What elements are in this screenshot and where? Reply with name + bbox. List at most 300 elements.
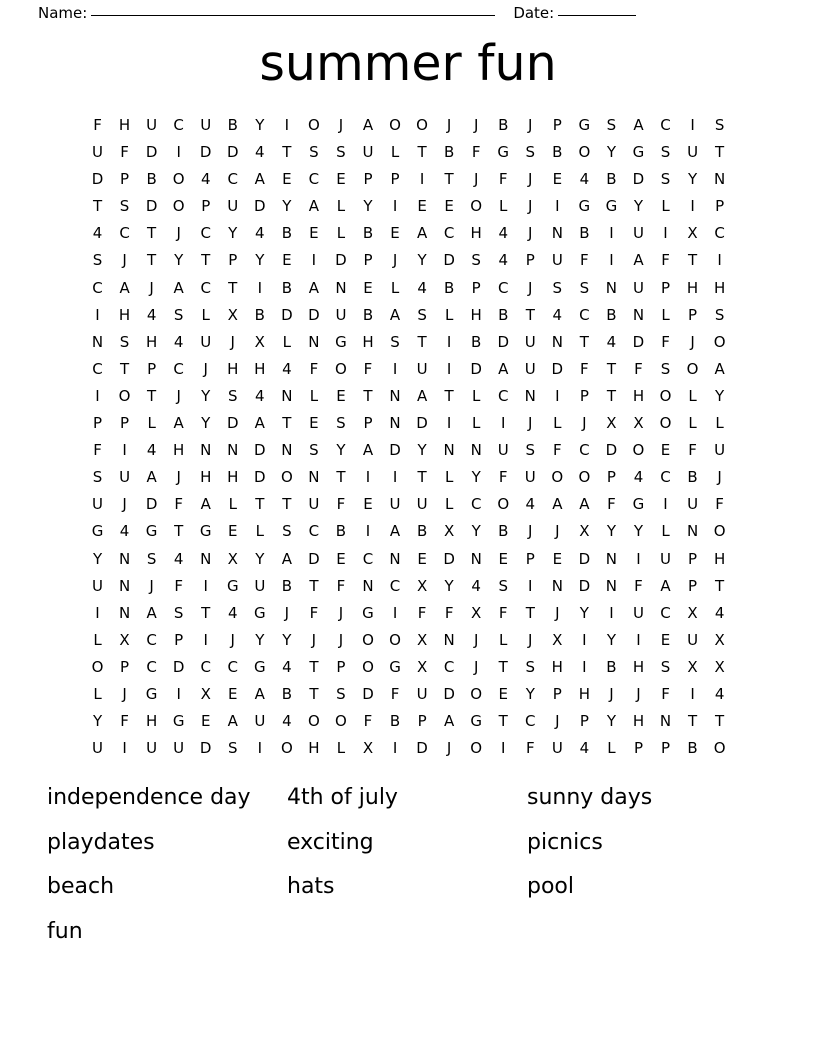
grid-cell[interactable]: S bbox=[417, 305, 427, 324]
grid-cell[interactable]: O bbox=[632, 441, 645, 460]
grid-cell[interactable]: J bbox=[582, 414, 587, 433]
grid-cell[interactable]: S bbox=[309, 143, 319, 162]
grid-cell[interactable]: A bbox=[308, 278, 320, 297]
grid-cell[interactable]: T bbox=[363, 386, 373, 405]
grid-cell[interactable]: I bbox=[365, 468, 371, 487]
grid-cell[interactable]: N bbox=[335, 278, 347, 297]
grid-cell[interactable]: L bbox=[444, 305, 454, 324]
grid-cell[interactable]: C bbox=[200, 224, 211, 243]
grid-cell[interactable]: S bbox=[579, 278, 590, 297]
grid-cell[interactable]: L bbox=[499, 630, 508, 649]
grid-cell[interactable]: F bbox=[336, 495, 346, 514]
grid-cell[interactable]: T bbox=[282, 495, 292, 514]
grid-cell[interactable]: J bbox=[338, 630, 344, 649]
grid-cell[interactable]: O bbox=[686, 359, 699, 378]
grid-cell[interactable]: T bbox=[282, 414, 292, 433]
grid-cell[interactable]: T bbox=[201, 251, 211, 270]
grid-cell[interactable]: S bbox=[714, 116, 725, 134]
grid-cell[interactable]: N bbox=[632, 305, 645, 324]
grid-cell[interactable]: Y bbox=[201, 386, 211, 405]
grid-cell[interactable]: I bbox=[122, 441, 127, 460]
grid-cell[interactable]: J bbox=[230, 630, 235, 649]
grid-cell[interactable]: H bbox=[200, 468, 212, 487]
grid-cell[interactable]: H bbox=[145, 332, 158, 351]
grid-cell[interactable]: O bbox=[335, 712, 347, 731]
word-list-item[interactable]: sunny days bbox=[527, 785, 653, 810]
grid-cell[interactable]: J bbox=[149, 576, 154, 595]
grid-cell[interactable]: J bbox=[122, 495, 127, 514]
grid-cell[interactable]: L bbox=[661, 522, 670, 541]
grid-cell[interactable]: H bbox=[145, 712, 158, 731]
grid-cell[interactable]: E bbox=[390, 224, 400, 243]
grid-cell[interactable]: G bbox=[91, 522, 104, 541]
grid-cell[interactable]: H bbox=[632, 712, 645, 731]
grid-cell[interactable]: X bbox=[254, 332, 265, 351]
grid-cell[interactable]: A bbox=[444, 712, 455, 731]
grid-cell[interactable]: N bbox=[605, 576, 618, 595]
grid-cell[interactable]: B bbox=[498, 522, 509, 541]
grid-cell[interactable]: A bbox=[362, 116, 374, 134]
grid-cell[interactable]: G bbox=[253, 603, 266, 622]
word-list-item[interactable]: playdates bbox=[47, 829, 155, 855]
grid-cell[interactable]: H bbox=[308, 739, 320, 758]
grid-cell[interactable]: U bbox=[308, 495, 320, 514]
grid-cell[interactable]: U bbox=[551, 251, 563, 270]
grid-cell[interactable]: U bbox=[92, 495, 104, 514]
grid-cell[interactable]: Y bbox=[606, 522, 616, 541]
grid-cell[interactable]: 4 bbox=[633, 468, 644, 487]
grid-cell[interactable]: N bbox=[443, 441, 455, 460]
grid-cell[interactable]: A bbox=[254, 170, 265, 189]
grid-cell[interactable]: C bbox=[362, 549, 374, 568]
grid-cell[interactable]: O bbox=[470, 739, 483, 758]
grid-cell[interactable]: X bbox=[443, 522, 455, 541]
grid-cell[interactable]: O bbox=[659, 414, 672, 433]
grid-cell[interactable]: D bbox=[416, 739, 428, 758]
grid-cell[interactable]: 4 bbox=[579, 170, 590, 189]
grid-cell[interactable]: N bbox=[686, 522, 699, 541]
grid-cell[interactable]: I bbox=[365, 522, 371, 541]
grid-cell[interactable]: D bbox=[335, 251, 347, 270]
grid-cell[interactable]: O bbox=[578, 468, 591, 487]
grid-cell[interactable]: T bbox=[147, 386, 157, 405]
grid-cell[interactable]: B bbox=[227, 116, 238, 134]
grid-cell[interactable]: N bbox=[524, 386, 536, 405]
grid-cell[interactable]: E bbox=[552, 549, 563, 568]
grid-cell[interactable]: H bbox=[470, 224, 482, 243]
grid-cell[interactable]: C bbox=[525, 712, 536, 731]
grid-cell[interactable]: H bbox=[118, 305, 131, 324]
grid-cell[interactable]: D bbox=[443, 251, 455, 270]
grid-cell[interactable]: F bbox=[93, 116, 102, 134]
grid-cell[interactable]: O bbox=[470, 197, 483, 216]
grid-cell[interactable]: U bbox=[362, 143, 374, 162]
grid-cell[interactable]: F bbox=[363, 712, 373, 731]
grid-cell[interactable]: J bbox=[338, 116, 344, 134]
grid-cell[interactable]: O bbox=[362, 630, 374, 649]
grid-cell[interactable]: S bbox=[714, 305, 725, 324]
grid-cell[interactable]: L bbox=[93, 684, 102, 703]
grid-cell[interactable]: Y bbox=[201, 414, 211, 433]
grid-cell[interactable]: G bbox=[578, 197, 591, 216]
grid-cell[interactable]: P bbox=[579, 386, 589, 405]
grid-cell[interactable]: X bbox=[687, 603, 698, 622]
grid-cell[interactable]: N bbox=[389, 549, 401, 568]
grid-cell[interactable]: P bbox=[174, 630, 184, 649]
grid-cell[interactable]: P bbox=[363, 414, 373, 433]
grid-cell[interactable]: O bbox=[470, 684, 483, 703]
grid-cell[interactable]: P bbox=[552, 684, 562, 703]
grid-cell[interactable]: T bbox=[417, 332, 427, 351]
grid-cell[interactable]: J bbox=[473, 170, 479, 189]
grid-cell[interactable]: 4 bbox=[173, 332, 184, 351]
grid-cell[interactable]: O bbox=[280, 468, 293, 487]
grid-cell[interactable]: J bbox=[528, 630, 533, 649]
grid-cell[interactable]: Y bbox=[255, 116, 265, 134]
grid-cell[interactable]: P bbox=[471, 278, 481, 297]
grid-cell[interactable]: A bbox=[254, 414, 265, 433]
grid-cell[interactable]: J bbox=[528, 224, 533, 243]
grid-cell[interactable]: C bbox=[92, 278, 103, 297]
grid-cell[interactable]: I bbox=[609, 251, 614, 270]
grid-cell[interactable]: A bbox=[579, 495, 590, 514]
grid-cell[interactable]: J bbox=[609, 684, 614, 703]
grid-cell[interactable]: U bbox=[92, 739, 104, 758]
grid-cell[interactable]: S bbox=[390, 332, 400, 351]
grid-cell[interactable]: J bbox=[446, 739, 452, 758]
grid-cell[interactable]: E bbox=[498, 549, 508, 568]
grid-cell[interactable]: S bbox=[173, 305, 184, 324]
grid-cell[interactable]: C bbox=[173, 359, 184, 378]
grid-cell[interactable]: E bbox=[228, 684, 238, 703]
grid-cell[interactable]: D bbox=[254, 468, 266, 487]
grid-cell[interactable]: S bbox=[309, 441, 319, 460]
grid-cell[interactable]: Y bbox=[471, 468, 481, 487]
grid-cell[interactable]: L bbox=[147, 414, 156, 433]
grid-cell[interactable]: O bbox=[578, 143, 591, 162]
grid-cell[interactable]: J bbox=[528, 197, 533, 216]
grid-cell[interactable]: N bbox=[308, 468, 320, 487]
grid-cell[interactable]: S bbox=[660, 657, 671, 676]
grid-cell[interactable]: E bbox=[200, 712, 211, 731]
grid-cell[interactable]: U bbox=[714, 441, 726, 460]
grid-cell[interactable]: O bbox=[362, 657, 374, 676]
grid-cell[interactable]: O bbox=[91, 657, 104, 676]
grid-cell[interactable]: I bbox=[690, 197, 695, 216]
grid-cell[interactable]: F bbox=[715, 495, 724, 514]
grid-cell[interactable]: Y bbox=[363, 197, 373, 216]
grid-cell[interactable]: J bbox=[528, 414, 533, 433]
grid-cell[interactable]: G bbox=[389, 657, 401, 676]
grid-cell[interactable]: S bbox=[119, 197, 130, 216]
grid-cell[interactable]: C bbox=[308, 170, 320, 189]
grid-cell[interactable]: A bbox=[146, 603, 157, 622]
grid-cell[interactable]: T bbox=[255, 495, 265, 514]
grid-cell[interactable]: N bbox=[91, 332, 104, 351]
grid-cell[interactable]: I bbox=[95, 386, 100, 405]
grid-cell[interactable]: N bbox=[659, 712, 672, 731]
grid-cell[interactable]: L bbox=[661, 197, 670, 216]
grid-cell[interactable]: G bbox=[199, 522, 212, 541]
grid-cell[interactable]: D bbox=[497, 332, 509, 351]
grid-cell[interactable]: Y bbox=[525, 684, 535, 703]
grid-cell[interactable]: L bbox=[607, 739, 616, 758]
grid-cell[interactable]: S bbox=[336, 684, 346, 703]
grid-cell[interactable]: C bbox=[92, 359, 103, 378]
grid-cell[interactable]: F bbox=[607, 495, 616, 514]
grid-cell[interactable]: O bbox=[172, 170, 185, 189]
grid-cell[interactable]: E bbox=[552, 170, 563, 189]
grid-cell[interactable]: U bbox=[660, 549, 671, 568]
grid-cell[interactable]: I bbox=[717, 251, 722, 270]
grid-cell[interactable]: U bbox=[254, 576, 266, 595]
grid-cell[interactable]: U bbox=[524, 359, 536, 378]
grid-cell[interactable]: B bbox=[389, 712, 401, 731]
grid-cell[interactable]: U bbox=[200, 116, 212, 134]
grid-cell[interactable]: B bbox=[687, 739, 698, 758]
grid-cell[interactable]: P bbox=[633, 739, 643, 758]
grid-cell[interactable]: I bbox=[392, 468, 398, 487]
grid-cell[interactable]: P bbox=[660, 278, 671, 297]
grid-cell[interactable]: J bbox=[446, 116, 452, 134]
grid-cell[interactable]: F bbox=[444, 603, 454, 622]
grid-cell[interactable]: B bbox=[687, 468, 698, 487]
grid-cell[interactable]: Y bbox=[282, 197, 292, 216]
grid-cell[interactable]: C bbox=[660, 603, 671, 622]
grid-cell[interactable]: P bbox=[93, 414, 103, 433]
grid-cell[interactable]: S bbox=[227, 739, 238, 758]
grid-cell[interactable]: E bbox=[660, 630, 671, 649]
grid-cell[interactable]: F bbox=[580, 359, 589, 378]
grid-cell[interactable]: X bbox=[471, 603, 482, 622]
grid-cell[interactable]: 4 bbox=[173, 549, 184, 568]
grid-cell[interactable]: 4 bbox=[498, 251, 508, 270]
grid-cell[interactable]: U bbox=[687, 495, 699, 514]
grid-cell[interactable]: G bbox=[145, 522, 158, 541]
grid-cell[interactable]: F bbox=[93, 441, 102, 460]
grid-cell[interactable]: U bbox=[416, 495, 428, 514]
grid-cell[interactable]: A bbox=[552, 495, 563, 514]
grid-cell[interactable]: I bbox=[446, 359, 452, 378]
grid-cell[interactable]: L bbox=[336, 224, 346, 243]
grid-cell[interactable]: J bbox=[149, 278, 154, 297]
grid-cell[interactable]: E bbox=[282, 170, 292, 189]
grid-cell[interactable]: N bbox=[551, 332, 563, 351]
grid-cell[interactable]: 4 bbox=[227, 603, 238, 622]
grid-cell[interactable]: H bbox=[470, 305, 482, 324]
grid-cell[interactable]: X bbox=[633, 414, 644, 433]
grid-cell[interactable]: H bbox=[118, 116, 131, 134]
grid-cell[interactable]: I bbox=[392, 603, 398, 622]
grid-cell[interactable]: Y bbox=[255, 251, 265, 270]
grid-cell[interactable]: Y bbox=[282, 630, 292, 649]
grid-cell[interactable]: I bbox=[555, 197, 560, 216]
grid-cell[interactable]: D bbox=[254, 197, 266, 216]
grid-cell[interactable]: J bbox=[176, 224, 181, 243]
grid-cell[interactable]: B bbox=[362, 305, 374, 324]
grid-cell[interactable]: N bbox=[389, 386, 401, 405]
grid-cell[interactable]: O bbox=[713, 522, 726, 541]
grid-cell[interactable]: U bbox=[146, 116, 158, 134]
grid-cell[interactable]: D bbox=[632, 170, 645, 189]
grid-cell[interactable]: D bbox=[470, 359, 482, 378]
grid-cell[interactable]: S bbox=[525, 441, 536, 460]
grid-cell[interactable]: I bbox=[609, 603, 614, 622]
grid-cell[interactable]: Y bbox=[633, 522, 644, 541]
grid-cell[interactable]: S bbox=[525, 143, 536, 162]
grid-cell[interactable]: J bbox=[122, 251, 127, 270]
grid-cell[interactable]: Y bbox=[336, 441, 346, 460]
grid-cell[interactable]: C bbox=[579, 441, 590, 460]
grid-cell[interactable]: A bbox=[362, 441, 374, 460]
grid-cell[interactable]: P bbox=[579, 712, 589, 731]
word-list-item[interactable]: exciting bbox=[287, 829, 374, 855]
grid-cell[interactable]: C bbox=[200, 278, 211, 297]
grid-cell[interactable]: L bbox=[228, 495, 237, 514]
grid-cell[interactable]: L bbox=[336, 739, 346, 758]
grid-cell[interactable]: D bbox=[551, 359, 564, 378]
grid-cell[interactable]: H bbox=[713, 549, 726, 568]
grid-cell[interactable]: B bbox=[281, 684, 292, 703]
grid-cell[interactable]: I bbox=[609, 224, 614, 243]
grid-cell[interactable]: F bbox=[471, 143, 481, 162]
grid-cell[interactable]: P bbox=[525, 251, 535, 270]
grid-cell[interactable]: J bbox=[636, 684, 641, 703]
grid-cell[interactable]: X bbox=[416, 576, 428, 595]
grid-cell[interactable]: F bbox=[309, 359, 319, 378]
grid-cell[interactable]: 4 bbox=[471, 576, 481, 595]
grid-cell[interactable]: Y bbox=[633, 197, 644, 216]
grid-cell[interactable]: X bbox=[200, 684, 211, 703]
grid-cell[interactable]: C bbox=[714, 224, 725, 243]
grid-cell[interactable]: S bbox=[471, 251, 481, 270]
grid-cell[interactable]: A bbox=[633, 251, 644, 270]
word-list-item[interactable]: fun bbox=[47, 918, 83, 944]
grid-cell[interactable]: T bbox=[687, 712, 698, 731]
grid-cell[interactable]: O bbox=[389, 116, 401, 134]
grid-cell[interactable]: T bbox=[498, 657, 508, 676]
grid-cell[interactable]: I bbox=[419, 170, 425, 189]
grid-cell[interactable]: C bbox=[470, 495, 482, 514]
grid-cell[interactable]: N bbox=[470, 549, 482, 568]
grid-cell[interactable]: L bbox=[472, 414, 481, 433]
grid-cell[interactable]: J bbox=[690, 332, 695, 351]
grid-cell[interactable]: E bbox=[282, 251, 292, 270]
grid-cell[interactable]: B bbox=[335, 522, 347, 541]
grid-cell[interactable]: A bbox=[146, 468, 157, 487]
grid-cell[interactable]: S bbox=[227, 386, 238, 405]
grid-cell[interactable]: J bbox=[338, 603, 344, 622]
grid-cell[interactable]: 4 bbox=[282, 359, 292, 378]
grid-cell[interactable]: U bbox=[524, 332, 536, 351]
grid-cell[interactable]: T bbox=[201, 603, 211, 622]
grid-cell[interactable]: B bbox=[579, 224, 590, 243]
grid-cell[interactable]: C bbox=[660, 468, 671, 487]
grid-cell[interactable]: N bbox=[118, 576, 131, 595]
grid-cell[interactable]: J bbox=[230, 332, 235, 351]
grid-cell[interactable]: P bbox=[417, 712, 427, 731]
grid-cell[interactable]: P bbox=[715, 197, 725, 216]
grid-cell[interactable]: I bbox=[582, 657, 587, 676]
grid-cell[interactable]: P bbox=[363, 251, 373, 270]
grid-cell[interactable]: U bbox=[632, 603, 644, 622]
grid-cell[interactable]: S bbox=[173, 603, 184, 622]
grid-cell[interactable]: I bbox=[690, 116, 695, 134]
grid-cell[interactable]: O bbox=[307, 712, 320, 731]
grid-cell[interactable]: P bbox=[606, 468, 616, 487]
grid-cell[interactable]: C bbox=[660, 116, 671, 134]
grid-cell[interactable]: D bbox=[226, 414, 239, 433]
grid-cell[interactable]: N bbox=[605, 278, 618, 297]
grid-cell[interactable]: B bbox=[146, 170, 157, 189]
grid-cell[interactable]: 4 bbox=[146, 441, 157, 460]
grid-cell[interactable]: P bbox=[228, 251, 238, 270]
grid-cell[interactable]: F bbox=[336, 576, 346, 595]
grid-cell[interactable]: T bbox=[336, 468, 346, 487]
grid-cell[interactable]: I bbox=[582, 630, 587, 649]
grid-cell[interactable]: S bbox=[92, 251, 103, 270]
grid-cell[interactable]: I bbox=[392, 197, 398, 216]
grid-cell[interactable]: S bbox=[660, 170, 671, 189]
grid-cell[interactable]: U bbox=[497, 441, 509, 460]
grid-cell[interactable]: O bbox=[118, 386, 131, 405]
grid-cell[interactable]: D bbox=[145, 197, 158, 216]
grid-cell[interactable]: S bbox=[525, 657, 536, 676]
grid-cell[interactable]: F bbox=[553, 441, 562, 460]
grid-cell[interactable]: U bbox=[632, 224, 644, 243]
grid-cell[interactable]: T bbox=[525, 603, 535, 622]
grid-cell[interactable]: F bbox=[634, 359, 643, 378]
grid-cell[interactable]: B bbox=[254, 305, 265, 324]
grid-cell[interactable]: 4 bbox=[255, 224, 265, 243]
grid-cell[interactable]: I bbox=[663, 495, 668, 514]
grid-cell[interactable]: A bbox=[389, 522, 401, 541]
grid-cell[interactable]: E bbox=[309, 224, 319, 243]
grid-cell[interactable]: E bbox=[660, 441, 671, 460]
grid-cell[interactable]: U bbox=[173, 739, 185, 758]
grid-cell[interactable]: N bbox=[443, 630, 455, 649]
grid-cell[interactable]: 4 bbox=[282, 657, 292, 676]
grid-cell[interactable]: B bbox=[498, 116, 509, 134]
grid-cell[interactable]: A bbox=[498, 359, 509, 378]
grid-cell[interactable]: T bbox=[174, 522, 184, 541]
grid-cell[interactable]: X bbox=[227, 549, 238, 568]
grid-cell[interactable]: Y bbox=[471, 522, 481, 541]
grid-cell[interactable]: Y bbox=[579, 603, 589, 622]
grid-cell[interactable]: D bbox=[578, 549, 591, 568]
grid-cell[interactable]: H bbox=[227, 468, 239, 487]
grid-cell[interactable]: B bbox=[606, 305, 617, 324]
grid-cell[interactable]: I bbox=[203, 630, 208, 649]
grid-cell[interactable]: A bbox=[254, 684, 265, 703]
grid-cell[interactable]: I bbox=[95, 603, 100, 622]
grid-cell[interactable]: T bbox=[309, 657, 319, 676]
grid-cell[interactable]: L bbox=[309, 386, 319, 405]
grid-cell[interactable]: G bbox=[172, 712, 185, 731]
grid-cell[interactable]: S bbox=[552, 278, 563, 297]
grid-cell[interactable]: S bbox=[498, 576, 508, 595]
grid-cell[interactable]: C bbox=[497, 278, 509, 297]
grid-cell[interactable]: T bbox=[92, 197, 103, 216]
grid-cell[interactable]: E bbox=[336, 170, 346, 189]
grid-cell[interactable]: D bbox=[172, 657, 185, 676]
grid-cell[interactable]: 4 bbox=[282, 712, 292, 731]
grid-cell[interactable]: D bbox=[578, 576, 591, 595]
grid-cell[interactable]: J bbox=[392, 251, 398, 270]
grid-cell[interactable]: 4 bbox=[255, 143, 265, 162]
grid-cell[interactable]: Y bbox=[255, 549, 265, 568]
grid-cell[interactable]: P bbox=[390, 170, 400, 189]
